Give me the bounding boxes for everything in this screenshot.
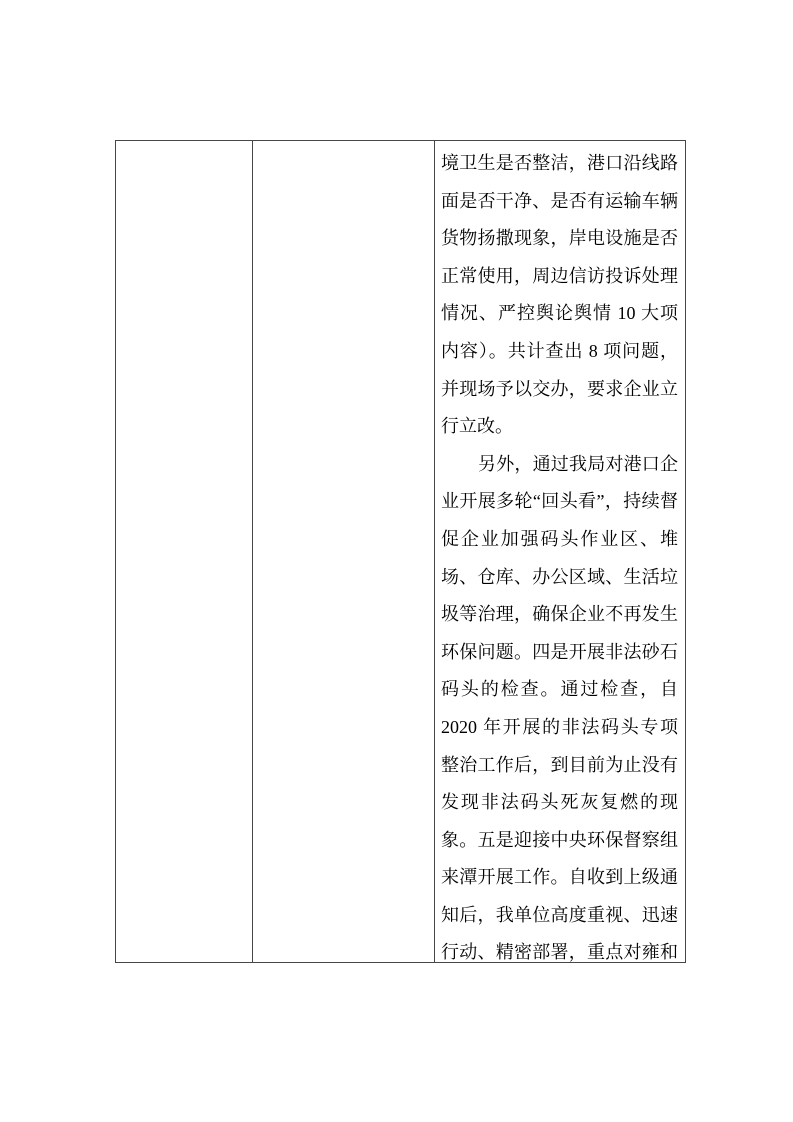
table-cell-col1 [116, 141, 252, 962]
cell-col3-text [441, 145, 678, 962]
text-line: 2020 年开展的非法码头专项 [441, 716, 678, 737]
text-line: 场、仓库、办公区域、生活垃 [441, 566, 678, 587]
text-line: 来潭开展工作。自收到上级通 [441, 867, 678, 888]
text-line: 行立改。 [441, 416, 513, 437]
text-line: 并现场予以交办，要求企业立 [441, 378, 678, 399]
text-line: 境卫生是否整洁，港口沿线路 [441, 153, 678, 173]
text-line: 环保问题。四是开展非法砂石 [441, 641, 678, 662]
text-line: 行动、精密部署，重点对雍和 [441, 942, 678, 962]
text-line: 知后，我单位高度重视、迅速 [441, 904, 678, 925]
text-line: 圾等治理，确保企业不再发生 [441, 604, 678, 625]
text-line: 业开展多轮“回头看”，持续督 [441, 491, 678, 512]
text-line: 面是否干净、是否有运输车辆 [441, 190, 678, 211]
report-table [115, 140, 686, 963]
text-line: 码头的检查。通过检查，自 [441, 679, 678, 700]
text-line: 象。五是迎接中央环保督察组 [441, 829, 678, 850]
text-line: 内容）。共计查出 8 项问题， [441, 340, 678, 361]
table-cell-col3 [434, 141, 685, 962]
text-line: 促企业加强码头作业区、堆 [441, 528, 678, 549]
text-line: 货物扬撒现象，岸电设施是否 [441, 228, 678, 249]
text-line: 正常使用，周边信访投诉处理 [441, 265, 678, 286]
text-line: 另外，通过我局对港口企 [478, 453, 678, 474]
text-line: 整治工作后，到目前为止没有 [441, 754, 678, 775]
text-line: 发现非法码头死灰复燃的现 [441, 792, 678, 813]
table-cell-col2 [252, 141, 434, 962]
text-line: 情况、严控舆论舆情 10 大项 [441, 303, 678, 324]
